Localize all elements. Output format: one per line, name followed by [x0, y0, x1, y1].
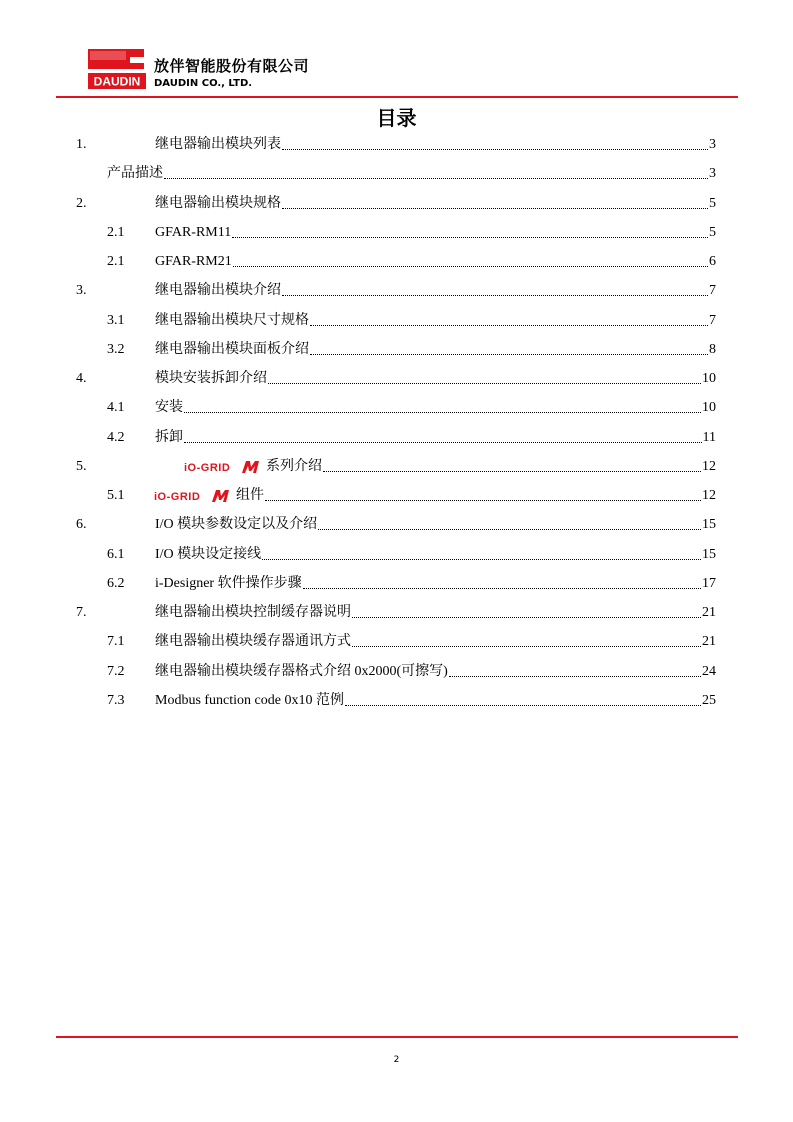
toc-entry-page: 11	[702, 429, 716, 445]
toc-entry-label: I/O 模块参数设定以及介绍	[155, 517, 318, 533]
toc-entry-page: 6	[709, 254, 716, 269]
toc-entry-page: 21	[702, 634, 716, 650]
toc-entry-page: 12	[702, 458, 716, 474]
toc-entry[interactable]	[76, 599, 716, 621]
toc-entry-title	[155, 225, 231, 241]
toc-entry-page: 25	[702, 692, 716, 708]
toc-entry[interactable]	[76, 628, 716, 650]
toc-entry[interactable]	[76, 307, 716, 329]
toc-entry-title	[155, 430, 183, 446]
toc-entry-number: 3.2	[107, 341, 125, 357]
toc-leader-dots	[184, 442, 702, 443]
toc-entry-number: 6.	[76, 517, 87, 533]
toc-entry-number: 6.2	[107, 575, 125, 591]
toc-entry[interactable]	[76, 219, 716, 241]
toc-leader-dots	[262, 559, 701, 560]
toc-entry-label: 继电器输出模块控制缓存器说明	[155, 605, 351, 620]
toc-entry-label: 系列介绍	[266, 458, 322, 474]
toc-entry-number: 4.1	[107, 400, 125, 416]
toc-entry-title	[155, 517, 317, 533]
toc-entry-page: 15	[702, 517, 716, 533]
toc-entry-title	[155, 196, 281, 212]
toc-entry-label: 继电器输出模块面板介绍	[155, 341, 309, 357]
toc-entry[interactable]	[76, 658, 716, 680]
toc-entry-page: 10	[702, 371, 716, 386]
toc-leader-dots	[310, 325, 708, 326]
toc-leader-dots	[233, 266, 708, 267]
toc-entry-label: i-Designer 软件操作步骤	[155, 575, 302, 591]
toc-entry-label: I/O 模块设定接线	[155, 546, 262, 562]
toc-entry-number: 7.3	[107, 692, 125, 708]
toc-entry-number: 4.	[76, 371, 87, 386]
toc-entry-label: 继电器输出模块缓存器格式介绍 0x2000(可擦写)	[155, 663, 448, 679]
toc-entry-number: 4.2	[107, 429, 125, 445]
toc-leader-dots	[318, 529, 701, 530]
header-rule	[56, 96, 738, 98]
toc-entry-title	[155, 283, 281, 299]
toc-entry-title	[155, 634, 351, 650]
toc-entry[interactable]	[76, 248, 716, 270]
toc-entry-number: 2.1	[107, 224, 125, 240]
toc-entry-label: GFAR-RM11	[155, 224, 232, 240]
toc-entry-number: 2.	[76, 195, 87, 211]
toc-entry-number: 7.	[76, 605, 87, 620]
toc-entry-label: 组件	[236, 488, 264, 503]
toc-entry[interactable]	[76, 687, 716, 709]
toc-entry-label: 继电器输出模块列表	[155, 137, 281, 152]
toc-entry-page: 12	[702, 488, 716, 503]
toc-leader-dots	[303, 588, 701, 589]
toc-entry-label: 继电器输出模块尺寸规格	[155, 312, 309, 328]
toc-entry-page: 15	[702, 546, 716, 562]
toc-entry-page: 7	[709, 283, 716, 299]
toc-entry[interactable]	[76, 160, 716, 182]
toc-entry-page: 3	[709, 137, 716, 152]
io-grid-brand-icon	[182, 457, 264, 475]
toc-entry[interactable]	[76, 511, 716, 533]
toc-entry-label: 继电器输出模块介绍	[155, 283, 281, 299]
toc-leader-dots	[310, 354, 708, 355]
svg-text:iO-GRID: iO-GRID	[154, 491, 201, 503]
toc-entry-label: 继电器输出模块缓存器通讯方式	[155, 634, 351, 650]
toc-entry-number: 2.1	[107, 254, 125, 269]
company-name-en: DAUDIN CO., LTD.	[154, 78, 253, 89]
toc-entry-label: 继电器输出模块规格	[155, 195, 281, 211]
toc-entry-title	[155, 693, 344, 709]
toc-entry-page: 24	[702, 663, 716, 679]
toc-leader-dots	[323, 471, 701, 472]
toc-entry[interactable]	[76, 131, 716, 153]
toc-entry-title	[155, 664, 448, 680]
toc-entry-number: 5.	[76, 458, 87, 474]
toc-entry[interactable]	[76, 336, 716, 358]
toc-leader-dots	[282, 208, 708, 209]
toc-entry-page: 17	[702, 575, 716, 591]
toc-entry-title	[155, 342, 309, 358]
toc-entry-page: 5	[709, 224, 716, 240]
toc-entry-title	[155, 457, 322, 475]
toc-entry-title	[155, 605, 351, 621]
toc-leader-dots	[449, 676, 701, 677]
toc-leader-dots	[352, 617, 701, 618]
toc-entry-title	[155, 371, 267, 387]
toc-entry-label: 安装	[155, 400, 183, 416]
toc-entry-title	[107, 166, 163, 182]
toc-entry-title	[155, 576, 302, 592]
toc-entry-label: 拆卸	[155, 429, 183, 445]
toc-entry-page: 7	[709, 312, 716, 328]
toc-entry-title	[155, 400, 183, 416]
company-name-cn: 放伴智能股份有限公司	[154, 57, 310, 75]
toc-leader-dots	[232, 237, 708, 238]
toc-entry-page: 10	[702, 400, 716, 416]
footer-rule	[56, 1036, 738, 1038]
toc-entry-number: 7.1	[107, 634, 125, 650]
toc-entry-page: 21	[702, 605, 716, 620]
toc-title: 目录	[376, 106, 417, 130]
io-grid-brand-icon	[152, 486, 234, 504]
toc-entry[interactable]	[76, 482, 716, 504]
toc-leader-dots	[352, 646, 701, 647]
daudin-logo	[86, 47, 148, 91]
toc-entry[interactable]	[76, 424, 716, 446]
toc-entry-label: 模块安装拆卸介绍	[155, 371, 267, 386]
svg-text:iO-GRID: iO-GRID	[184, 461, 231, 474]
toc-entry-label: 产品描述	[107, 166, 163, 182]
toc-entry[interactable]	[76, 365, 716, 387]
toc-entry[interactable]	[76, 394, 716, 416]
toc-entry-title	[155, 486, 264, 504]
toc-entry[interactable]	[76, 570, 716, 592]
toc-leader-dots	[265, 500, 701, 501]
toc-entry[interactable]	[76, 541, 716, 563]
toc-entry-number: 6.1	[107, 546, 125, 562]
toc-leader-dots	[282, 149, 708, 150]
toc-leader-dots	[282, 295, 708, 296]
toc-entry-number: 5.1	[107, 488, 125, 503]
toc-entry[interactable]	[76, 453, 716, 475]
toc-entry-number: 1.	[76, 137, 87, 152]
toc-leader-dots	[345, 705, 701, 706]
toc-entry[interactable]	[76, 277, 716, 299]
toc-entry-number: 3.1	[107, 312, 125, 328]
toc-entry-label: GFAR-RM21	[155, 254, 232, 269]
toc-entry-number: 7.2	[107, 663, 125, 679]
logo-text: DAUDIN	[93, 74, 141, 89]
toc-entry-label: Modbus function code 0x10 范例	[155, 692, 344, 708]
toc-entry-title	[155, 137, 281, 153]
toc-entry-page: 5	[709, 195, 716, 211]
toc-entry-title	[155, 547, 261, 563]
toc-entry-page: 8	[709, 341, 716, 357]
toc-leader-dots	[164, 178, 708, 179]
toc-leader-dots	[268, 383, 701, 384]
toc-entry-title	[155, 313, 309, 329]
toc-leader-dots	[184, 412, 701, 413]
toc-entry-page: 3	[709, 166, 716, 182]
page-number: 2	[393, 1055, 400, 1065]
toc-entry-number: 3.	[76, 283, 87, 299]
toc-entry-title	[155, 254, 232, 270]
toc-entry[interactable]	[76, 190, 716, 212]
